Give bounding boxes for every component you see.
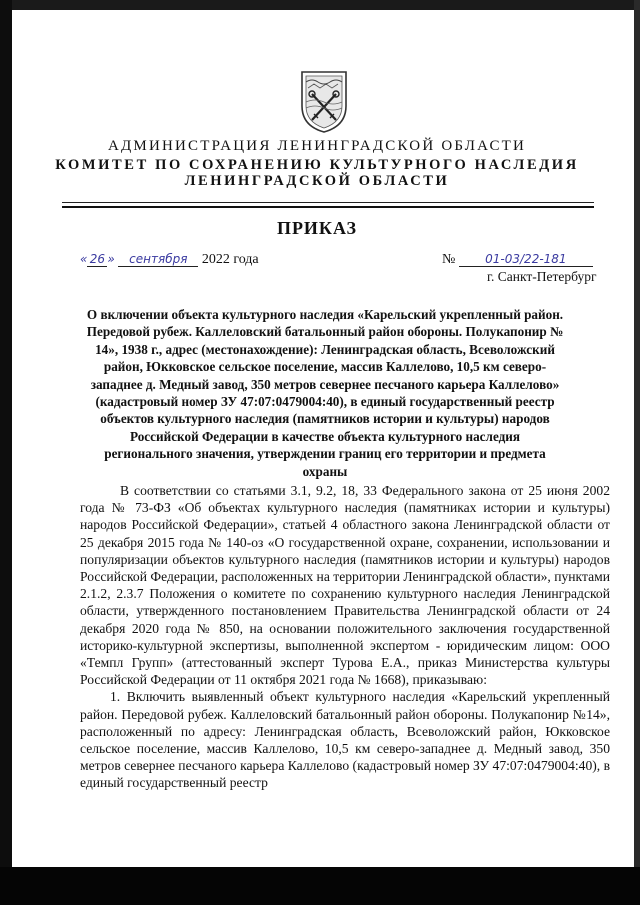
org-name-line3: ЛЕНИНГРАДСКОЙ ОБЛАСТИ: [184, 173, 450, 189]
scan-edge-left: [0, 0, 12, 905]
order-body: [80, 482, 610, 792]
item-1-paragraph: 1. Включить выявленный объект культурного наследия «Карельский укрепленный район. Передовой рубеж. Каллеловский батальонный район обороны. Полукапонир №14», расположенный по адресу: Ленинградская область, Всеволожский район, Юкковское сельское поселение, массив Каллелово, 10,5 км северо-западнее д. Медный завод, 350 метров севернее песчаного карьера Каллелово (кадастровый номер ЗУ 47:07:0479004:40), в единый государственный реестр: [80, 689, 610, 791]
date-day: 26: [87, 252, 107, 267]
org-name-line1: АДМИНИСТРАЦИЯ ЛЕНИНГРАДСКОЙ ОБЛАСТИ: [107, 138, 527, 154]
scan-edge-right: [634, 0, 640, 905]
document-number: [442, 252, 593, 268]
scan-edge-bottom: [0, 867, 640, 905]
number-label: №: [442, 252, 456, 267]
header-rule-thin: [62, 202, 594, 203]
order-heading: О включении объекта культурного наследия «Карельский укрепленный район. Передовой рубеж. Каллеловский батальонный район обороны. Полукапонир № 14», 1938 г., адрес (местонахождение): Ленинградская область, Всеволожский район, Юкковское сельское поселение, массив Каллелово, 10,5 км северо-западнее д. Медный завод, 350 метров севернее песчаного карьера Каллелово» (кадастровый номер ЗУ 47:07:0479004:40), в единый государственный реестр объектов культурного наследия (памятников истории и культуры) народов Российской Федерации в качестве объекта культурного наследия регионального значения, утверждении границ его территории и предмета охраны: [86, 307, 564, 479]
org-name-line2: КОМИТЕТ ПО СОХРАНЕНИЮ КУЛЬТУРНОГО НАСЛЕДИЯ: [55, 157, 579, 173]
document-type-title: ПРИКАЗ: [276, 218, 358, 238]
scan-edge-top: [0, 0, 640, 10]
date-open-quote: «: [80, 252, 88, 266]
document-page: [24, 10, 610, 867]
preamble-paragraph: В соответствии со статьями 3.1, 9.2, 18, 33 Федерального закона от 25 июня 2002 года № 73-ФЗ «Об объектах культурного наследия (памятниках истории и культуры) народов Российской Федерации», статьей 4 областного закона Ленинградской области от 25 декабря 2015 года № 140-оз «О государственной охране, сохранении, использовании и популяризации объектов культурного наследия (памятников истории и культуры) народов Российской Федерации, расположенных на территории Ленинградской области», пунктами 2.1.2, 2.3.7 Положения о комитете по сохранению культурного наследия Ленинградской области, утвержденного постановлением Правительства Ленинградской области от 24 декабря 2020 года № 850, на основании положительного заключения государственной историко-культурной экспертизы, выполненной экспертом - юридическим лицом: ООО «Темпл Групп» (аттестованный эксперт Турова Е.А., приказ Министерства культуры Российской Федерации от 11 октября 2021 года № 1668), приказываю:: [80, 483, 610, 688]
number-value: 01-03/22-181: [459, 252, 593, 267]
document-city: г. Санкт-Петербург: [487, 269, 597, 284]
document-date: [80, 252, 259, 268]
coat-of-arms-icon: [298, 68, 350, 134]
date-close-quote: »: [107, 252, 115, 266]
date-year: 2022 года: [201, 252, 259, 267]
date-month: сентября: [118, 252, 198, 267]
header-rule-thick: [62, 206, 594, 208]
